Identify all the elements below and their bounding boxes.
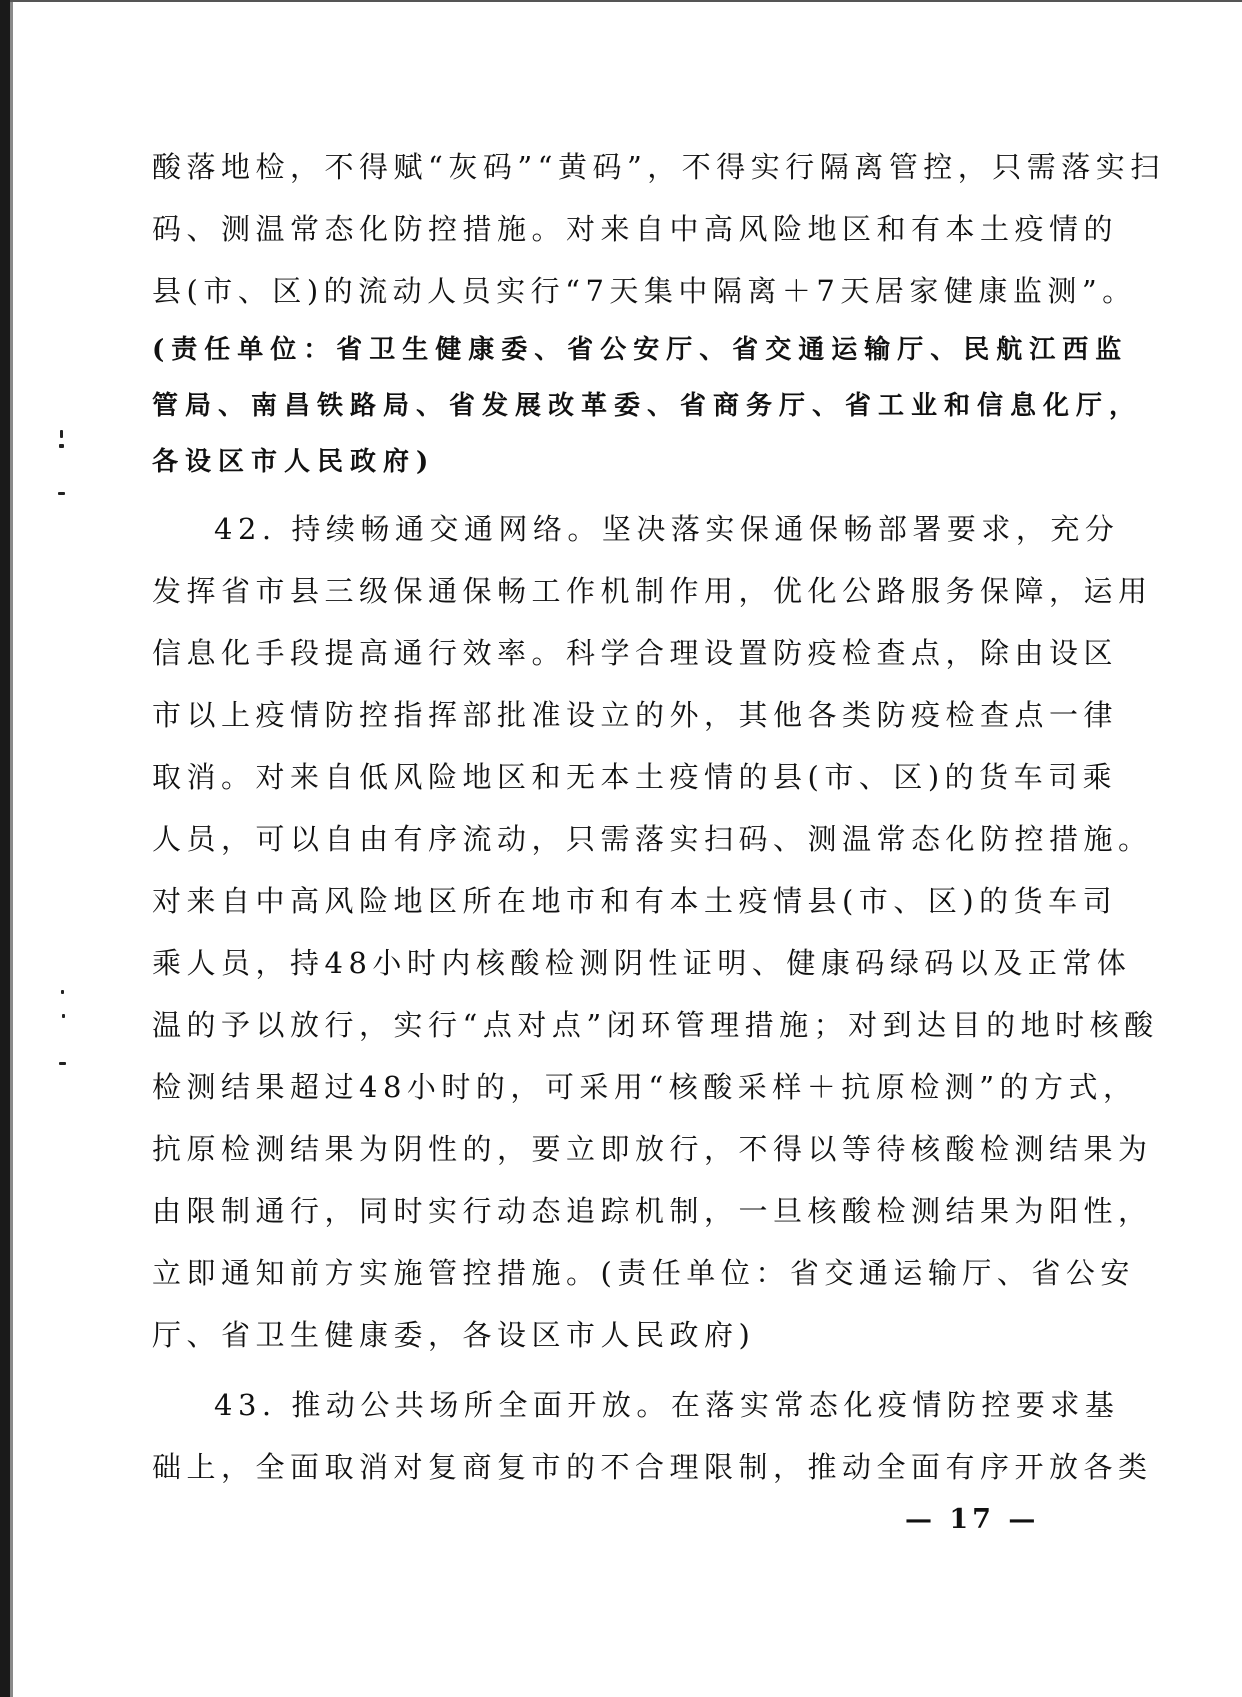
responsibility-line: 各设区市人民政府) <box>152 447 436 477</box>
text-line: 础上，全面取消对复商复市的不合理限制，推动全面有序开放各类 <box>152 1450 1153 1484</box>
text-line: 酸落地检，不得赋“灰码”“黄码”，不得实行隔离管控，只需落实扫 <box>152 150 1165 184</box>
text-line: 码、测温常态化防控措施。对来自中高风险地区和有本土疫情的 <box>152 212 1119 246</box>
text-line: 立即通知前方实施管控措施。(责任单位：省交通运输厅、省公安 <box>152 1256 1135 1290</box>
page-number: — 17 — <box>905 1504 1040 1535</box>
text-line: 县(市、区)的流动人员实行“7天集中隔离＋7天居家健康监测”。 <box>152 274 1137 308</box>
text-line: 厅、省卫生健康委，各设区市人民政府) <box>152 1318 756 1352</box>
text-line: 取消。对来自低风险地区和无本土疫情的县(市、区)的货车司乘 <box>152 760 1118 794</box>
scan-top-edge <box>10 0 1242 2</box>
text-line: 由限制通行，同时实行动态追踪机制，一旦核酸检测结果为阳性， <box>152 1194 1153 1228</box>
text-line: 发挥省市县三级保通保畅工作机制作用，优化公路服务保障，运用 <box>152 574 1153 608</box>
scan-left-edge-shadow <box>10 0 13 1697</box>
text-line: 人员，可以自由有序流动，只需落实扫码、测温常态化防控措施。 <box>152 822 1153 856</box>
document-body <box>152 136 1165 1498</box>
text-line: 信息化手段提高通行效率。科学合理设置防疫检查点，除由设区 <box>152 636 1119 670</box>
section-42-heading: 42. 持续畅通交通网络。坚决落实保通保畅部署要求，充分 <box>214 512 1120 546</box>
text-line: 温的予以放行，实行“点对点”闭环管理措施；对到达目的地时核酸 <box>152 1008 1159 1042</box>
responsibility-line: 管局、南昌铁路局、省发展改革委、省商务厅、省工业和信息化厅， <box>152 391 1143 421</box>
text-line: 对来自中高风险地区所在地市和有本土疫情县(市、区)的货车司 <box>152 884 1118 918</box>
section-43-heading: 43. 推动公共场所全面开放。在落实常态化疫情防控要求基 <box>214 1388 1120 1422</box>
text-line: 抗原检测结果为阴性的，要立即放行，不得以等待核酸检测结果为 <box>152 1132 1153 1166</box>
text-line: 市以上疫情防控指挥部批准设立的外，其他各类防疫检查点一律 <box>152 698 1119 732</box>
text-line: 乘人员，持48小时内核酸检测阴性证明、健康码绿码以及正常体 <box>152 946 1132 980</box>
text-line: 检测结果超过48小时的，可采用“核酸采样＋抗原检测”的方式， <box>152 1070 1138 1104</box>
scan-left-edge <box>0 0 10 1697</box>
responsibility-line: (责任单位：省卫生健康委、省公安厅、省交通运输厅、民航江西监 <box>152 335 1129 365</box>
